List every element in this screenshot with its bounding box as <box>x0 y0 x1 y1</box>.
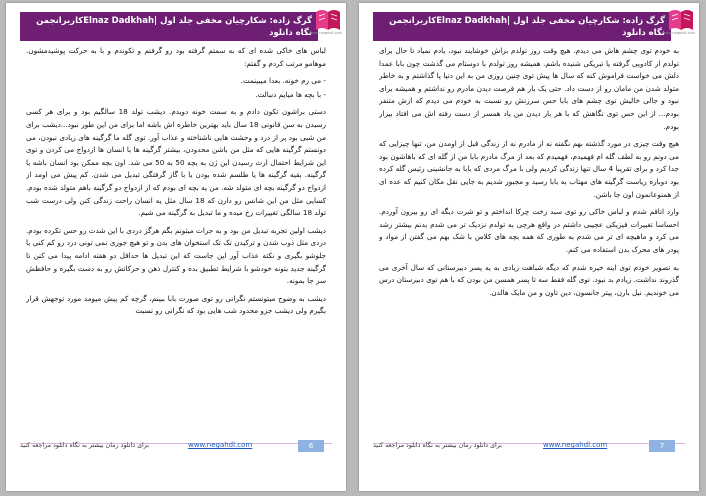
header-title: گرگ زاده: شکارچیان مخفی جلد اول |Elnaz Dadkhahکاربرانجمن نگاه دانلود <box>389 16 665 38</box>
paragraph: - می رم خونه. بعدا میبینمت. <box>240 76 326 86</box>
paragraph: دیشب اولین تجربه تبدیل من بود و به جرات میتونم بگم هرگز دردی با این شدت رو حس نکرده بودم. دردی مثل ذوب شدن و ترکیدن تک تک استخوان های بدن و تو هیچ جوری نمی تونی درد رو کم کنی یا جلوشو بگیری و نکته عذاب آور این جاست که این تبدیل ها حداقل دو هفته ادامه پیدا می کنن تا گرگینه جدید بتونه خودشو با شرایط تطبیق بده و کنترل ذهن و حرکاتش رو به دست بگیره و حافظش سر جا بمونه. <box>26 225 326 286</box>
paragraph: - با بچه ها میایم دنبالت. <box>255 89 326 99</box>
paragraph: به خودم توی چشم هاش می دیدم. هیچ وقت روز تولدم براش خوشایند نبود، یادم نمیاد تا حال برای تولدم از کادویی گرفته یا تبریکی شنیده باشم. همیشه روز تولدم با دوستام می گذشت چون بابا عمدا دلش می خواست فراموش کنه که سال ها پیش توی چنین روزی من به این دنیا پا گذاشتم و به خاطر متولد شدن من مامان رو از دست داد. حتی یک بار هم فرصت دیدن مادرم رو نداشتم و همیشه برای نبود و جالی خالیش توی چشم های بابا حس سرزنش رو نسبت به خودم می دیدم که ازش متنفر بودم... از این حس توی نگاهش که با هر بار دیدن من یاد همسر از دست رفته اش می افتاد بیزار بودم. <box>379 46 679 131</box>
page-6 <box>6 3 346 491</box>
book-logo-icon <box>666 6 696 42</box>
paragraph: دستی براشون تکون دادم و به سمت خونه دویدم. دیشب تولد 18 سالگیم بود و برای هر کسی رسیدن به سن قانونی 18 سال باید بهترین خاطره اش باشه اما برای من این طور نبود...دیشب برای من شبی بود پر از درد و وحشت هایی ناشناخته و عذاب آور. توی گله ما گرگینه های زیادی نبودن، می دونستم گرگینه هایی که مثل من باشن محدودن، بیشتر گرگینه ها با انسان ها ازدواج می کردن و توی این شرایط احتمال ارث رسیدن این ژن به بچه 50 به 50 می شد. اون بچه ممکن بود انسان باشه یا گرگینه. بقیه گرگینه ها یا طلسم شده بودن یا با گاز گرفتگی تبدیل می شدن. کم پیش می اومد از ازدواج دو گرگینه بچه ای متولد شه. من یه بچه ای بودم که از ازدواج دو گرگینه باهم متولد شده بودم. کسایی مثل من این شانس رو دارن که 18 سال مثل یه انسان راحت زندگی کنن ولی درست شب تولد 18 سالگی تغییرات رخ میده و ما تبدیل به گرگینه می شیم. <box>26 107 326 218</box>
page-header <box>20 12 318 41</box>
page-7 <box>359 3 699 491</box>
footer-promo: برای دانلود رمان بیشتر به نگاه دانلود مراجعه کنید <box>20 442 149 449</box>
logo-url: www.negahdl.com <box>662 31 696 35</box>
page-header <box>373 12 671 41</box>
paragraph: هیچ وقت چیزی در مورد گذشته بهم نگفته نه از مادرم نه از زندگی قبل از اومدن من، تنها چیزایی که می دونم رو به لطف گله ام فهمیدم، فهمیدم که بعد از مرگ مادرم بابا من از گله ای که باهاشون بود جدا کرد و برای تقریبا 4 سال تنها زندگی کردیم ولی با مرگ مردی که بابا به جانشینی رئیس گله کرده بود دوباره ریاست گرگینه های مهتاب به بابا رسید و مجبور شدیم به جایی نقل مکان کنیم که عده ای از همنوعانمون اون جا باشن. <box>379 139 679 199</box>
site-link[interactable]: www.negahdl.com <box>188 441 253 449</box>
header-title: گرگ زاده: شکارچیان مخفی جلد اول |Elnaz Dadkhahکاربرانجمن نگاه دانلود <box>36 16 312 38</box>
page-number: 7 <box>649 440 675 452</box>
book-logo-icon <box>313 6 343 42</box>
paragraph: دیشب به وضوح میتونستم نگرانی رو توی صورت بابا ببینم، گرچه کم پیش میومد مورد توجهش قرار بگیرم ولی دیشب جزو محدود شب هایی بود که نگرانی رو نسبت <box>26 293 326 316</box>
paragraph: به تصویر خودم توی اینه خیره شدم که دیگه شباهت زیادی به یه پسر دبیرستانی که سال آخری می گذروند نداشت. زیادم بد نبود. توی گله فقط سه تا پسر همسن من بودن که با هم توی دبیرستان درس می خوندیم. نیل بارن، پیتر جانسون، دین تاون و من مایک هالدن. <box>379 262 679 297</box>
page-number: 6 <box>298 440 324 452</box>
logo-url: www.negahdl.com <box>309 31 343 35</box>
paragraph: لباس های خاکی شده ای که به سمتم گرفته بود رو گرفتم و تکوندم و با به حرکت پوشیدمشون. موهامو مرتب کردم و گفتم: <box>26 46 326 68</box>
paragraph: وارد اتاقم شدم و لباس خاکی رو توی سبد رخت چرکا انداختم و تو شرت دیگه ای رو بیرون آوردم. احساسا تغییرات فیزیکی عجیبی داشتم در واقع هرچی به تولدم نزدیک تر می شدم بدنم بیشتر رشد می کرد و ماهیچه ای تر می شدم به طوری که همه بچه های کلاس با شک بهم می گفتن از مواد و پودر های محرک بدن استفاده می کنم. <box>379 207 679 254</box>
site-link[interactable]: www.negahdl.com <box>543 441 608 449</box>
footer-promo: برای دانلود رمان بیشتر به نگاه دانلود مراجعه کنید <box>373 442 502 449</box>
page-body <box>26 45 326 425</box>
page-body <box>379 45 679 425</box>
